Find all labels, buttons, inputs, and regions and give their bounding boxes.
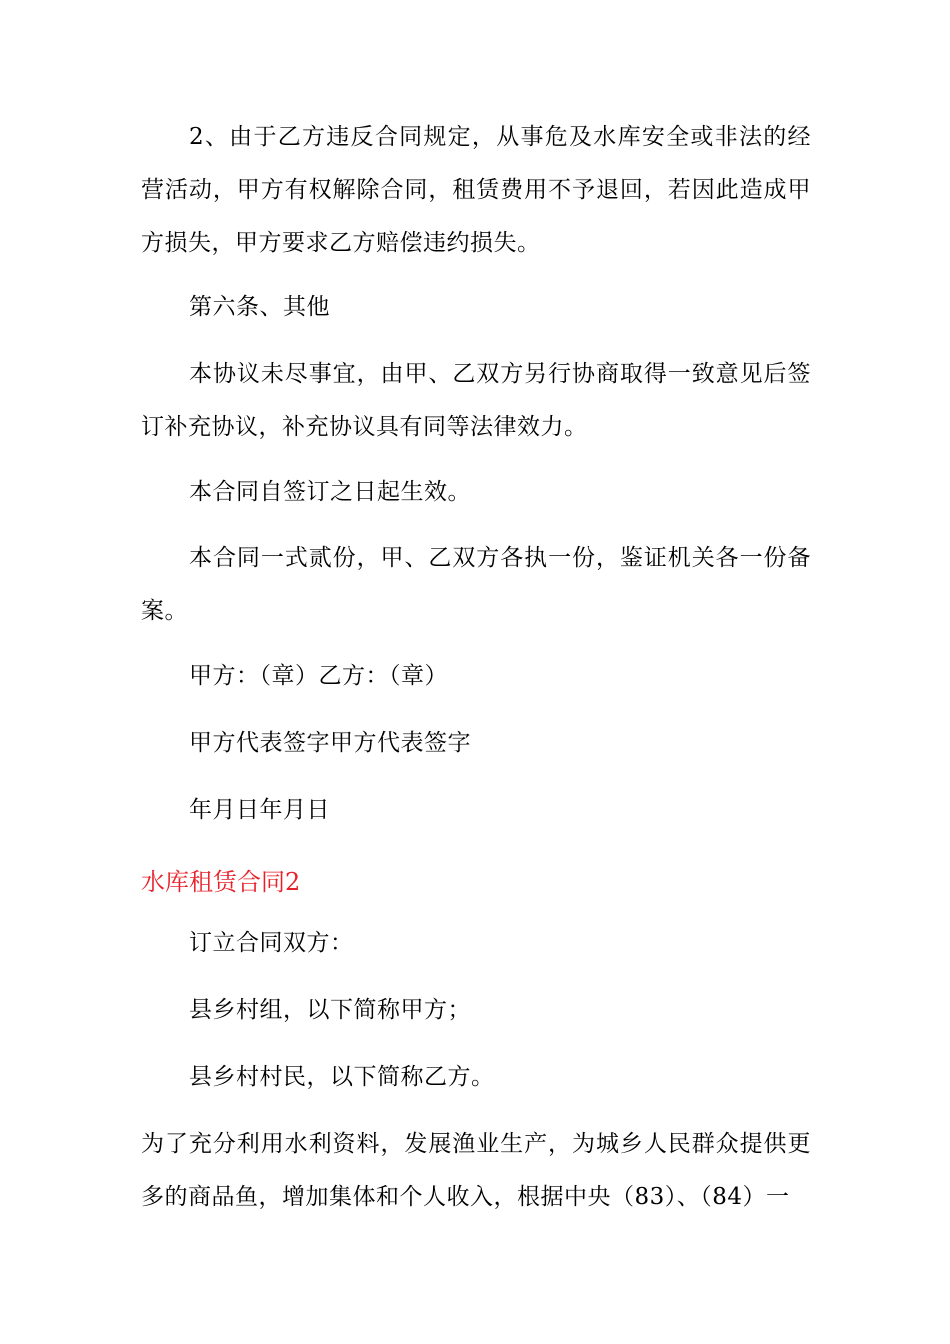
- signature-line: 甲方代表签字甲方代表签字: [189, 730, 471, 756]
- paragraph-copies: 本合同一式贰份，甲、乙双方各执一份，鉴证机关各一份备案。: [141, 545, 811, 624]
- party-a-line: 县乡村组，以下简称甲方；: [189, 997, 471, 1023]
- paragraph-supplementary-agreement: 本协议未尽事宜，由甲、乙双方另行协商取得一致意见后签订补充协议，补充协议具有同等法律效力。: [141, 361, 811, 440]
- section-heading: 水库租赁合同2: [141, 868, 301, 896]
- paragraph-purpose: 为了充分利用水利资料，发展渔业生产，为城乡人民群众提供更多的商品鱼，增加集体和个人收入，根据中央（83）、（84）一: [141, 1131, 811, 1210]
- party-b-line: 县乡村村民，以下简称乙方。: [189, 1064, 495, 1090]
- paragraph-breach-clause: 2、由于乙方违反合同规定，从事危及水库安全或非法的经营活动，甲方有权解除合同，租赁费用不予退回，若因此造成甲方损失，甲方要求乙方赔偿违约损失。: [141, 124, 811, 256]
- date-line: 年月日年月日: [189, 797, 330, 823]
- article-six-heading: 第六条、其他: [189, 294, 330, 320]
- seal-line: 甲方：（章）乙方：（章）: [189, 663, 448, 689]
- paragraph-effective-date: 本合同自签订之日起生效。: [189, 479, 471, 505]
- contract-parties-label: 订立合同双方：: [189, 930, 354, 956]
